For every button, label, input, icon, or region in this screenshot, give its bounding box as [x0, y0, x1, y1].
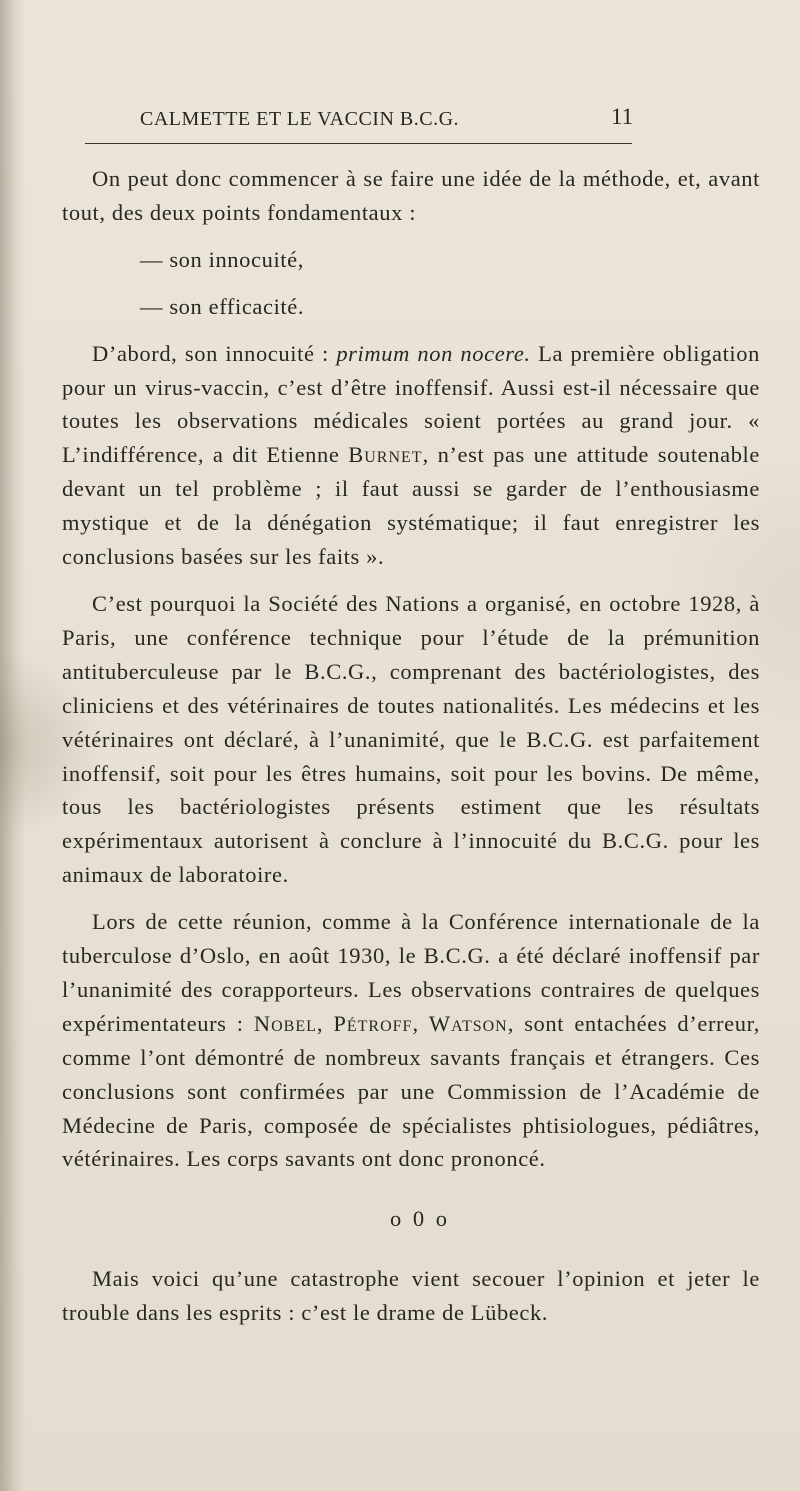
paragraph-lubeck: Mais voici qu’une catastrophe vient secouer l’opinion et jeter le trouble dans les esprits : c’est le drame de Lübeck. — [62, 1266, 760, 1326]
section-separator: o 0 o — [390, 1206, 450, 1232]
author-name-burnet: Burnet — [348, 442, 423, 468]
paragraph-oslo — [62, 905, 760, 1176]
p4-end: , sont entachées d’erreur, comme l’ont démontré de nombreux savants français et étrangers. Ces conclusions sont confirmées par une Commission de l’Académie de Médecine de Paris, composée de spécialistes phtisiologues, pédiâtres, vétérinaires. Les corps savants ont donc prononcé. — [62, 1010, 760, 1172]
name-watson: Watson — [428, 1010, 508, 1036]
point-innocuity: — son innocuité, — [140, 246, 304, 272]
paragraph-innocuity — [62, 337, 760, 574]
point-efficacy: — son efficacité. — [140, 293, 305, 319]
header-rule — [85, 143, 632, 144]
name-petroff: Pétroff — [333, 1010, 413, 1036]
paragraph-conference: C’est pourquoi la Société des Nations a organisé, en octobre 1928, à Paris, une conférence technique pour l’étude de la prémunition antituberculeuse par le B.C.G., comprenant des bactériologistes, des cliniciens et des vétérinaires de toutes nationalités. Les médecins et les vétérinaires ont déclaré, à l’unanimité, que le B.C.G. est parfaitement inoffensif, soit pour les êtres humains, soit pour les bovins. De même, tous les bactériologistes présents estiment que les résultats expérimentaux autorisent à conclure à l’innocuité du B.C.G. pour les animaux de laboratoire. — [62, 590, 760, 888]
running-title: CALMETTE ET LE VACCIN B.C.G. — [140, 108, 460, 130]
p4-sep-1: , — [316, 1010, 334, 1036]
latin-phrase: primum non nocere. — [336, 340, 531, 366]
p2-mid: La première obligation pour un virus-vaccin, c’est d’être inoffensif. Aussi est-il nécessaire que toutes les observations médicales soient portées au grand jour. « L’indifférence, a dit Etienne — [62, 340, 760, 468]
page-spine-shadow — [0, 0, 26, 1491]
intro-paragraph — [62, 162, 760, 230]
page-body — [62, 162, 760, 1343]
intro-text: On peut donc commencer à se faire une idée de la méthode, et, avant tout, des deux points fondamentaux : — [62, 166, 760, 225]
name-nobel: Nobel — [253, 1010, 317, 1036]
p2-start: D’abord, son innocuité : — [92, 340, 337, 366]
page-number: 11 — [611, 104, 634, 129]
p4-start: Lors de cette réunion, comme à la Conférence internationale de la tuberculose d’Oslo, en août 1930, le B.C.G. a été déclaré inoffensif par l’unanimité des corapporteurs. Les observations contraires de quelques expérimentateurs : — [62, 909, 760, 1036]
p4-sep-2: , — [412, 1010, 429, 1036]
p2-end: , n’est pas une attitude soutenable devant un tel problème ; il faut aussi se garder de l’enthousiasme mystique et de la dénégation systématique; il faut enregistrer les conclusions basées sur les faits ». — [62, 442, 760, 570]
